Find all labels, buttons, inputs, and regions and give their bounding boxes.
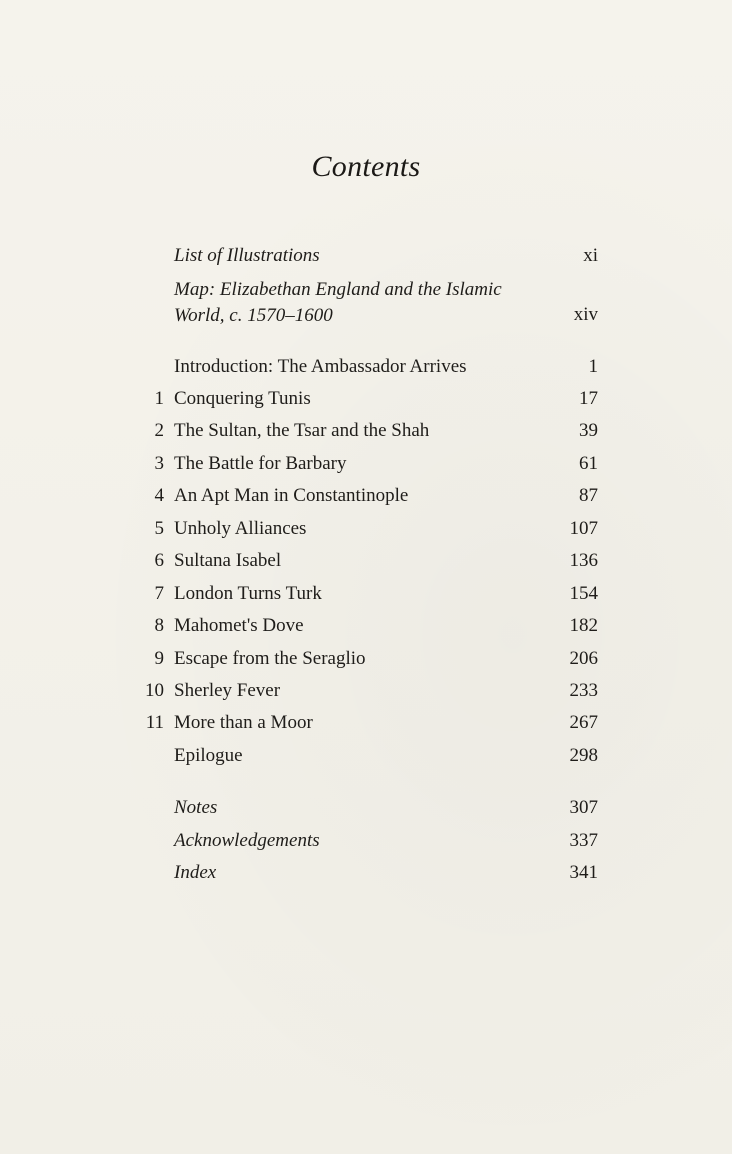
- entry-number: 6: [154, 550, 164, 571]
- entry-page: 1: [588, 356, 598, 377]
- entry-title: The Battle for Barbary: [174, 453, 347, 474]
- entry-page: 61: [579, 453, 598, 474]
- entry-title: Unholy Alliances: [174, 518, 307, 539]
- entry-title-line-2: World, c. 1570–1600: [174, 305, 333, 326]
- entry-page: 17: [579, 388, 598, 409]
- entry-title: Notes: [174, 797, 218, 818]
- entry-page: xiv: [573, 304, 598, 325]
- entry-number: 3: [154, 453, 164, 474]
- entry-page: 307: [569, 797, 598, 818]
- entry-number: 8: [154, 615, 164, 636]
- entry-page: xi: [583, 245, 598, 266]
- toc-entry-map[interactable]: [108, 277, 598, 329]
- page-title: Contents: [311, 150, 421, 183]
- entry-number: 2: [154, 420, 164, 441]
- entry-title: Index: [174, 862, 217, 883]
- entry-title: Sultana Isabel: [174, 550, 282, 571]
- entry-title: Introduction: The Ambassador Arrives: [174, 356, 467, 377]
- entry-number: 5: [154, 518, 164, 539]
- entry-number: 9: [154, 648, 164, 669]
- entry-page: 107: [569, 518, 598, 539]
- entry-title: Sherley Fever: [174, 680, 281, 701]
- entry-title: The Sultan, the Tsar and the Shah: [174, 420, 430, 441]
- entry-number: 7: [154, 583, 164, 604]
- entry-title: Conquering Tunis: [174, 388, 311, 409]
- entry-page: 154: [569, 583, 598, 604]
- entry-title: London Turns Turk: [174, 583, 322, 604]
- entry-page: 136: [569, 550, 598, 571]
- entry-number: 4: [154, 485, 164, 506]
- entry-number: 1: [154, 388, 164, 409]
- entry-page: 39: [579, 420, 598, 441]
- entry-page: 206: [569, 648, 598, 669]
- entry-number: 11: [145, 712, 164, 733]
- entry-title: List of Illustrations: [174, 245, 320, 266]
- entry-title: Mahomet's Dove: [174, 615, 304, 636]
- entry-title: Epilogue: [174, 745, 243, 766]
- entry-page: 87: [579, 485, 598, 506]
- entry-title: More than a Moor: [174, 712, 313, 733]
- entry-title: Escape from the Seraglio: [174, 648, 366, 669]
- entry-page: 337: [569, 830, 598, 851]
- entry-number: 10: [145, 680, 164, 701]
- entry-page: 233: [569, 680, 598, 701]
- entry-title: Acknowledgements: [174, 830, 320, 851]
- entry-page: 182: [569, 615, 598, 636]
- entry-title: An Apt Man in Constantinople: [174, 485, 409, 506]
- entry-page: 341: [569, 862, 598, 883]
- entry-title-line-1: Map: Elizabethan England and the Islamic: [174, 279, 502, 300]
- entry-page: 267: [569, 712, 598, 733]
- entry-page: 298: [569, 745, 598, 766]
